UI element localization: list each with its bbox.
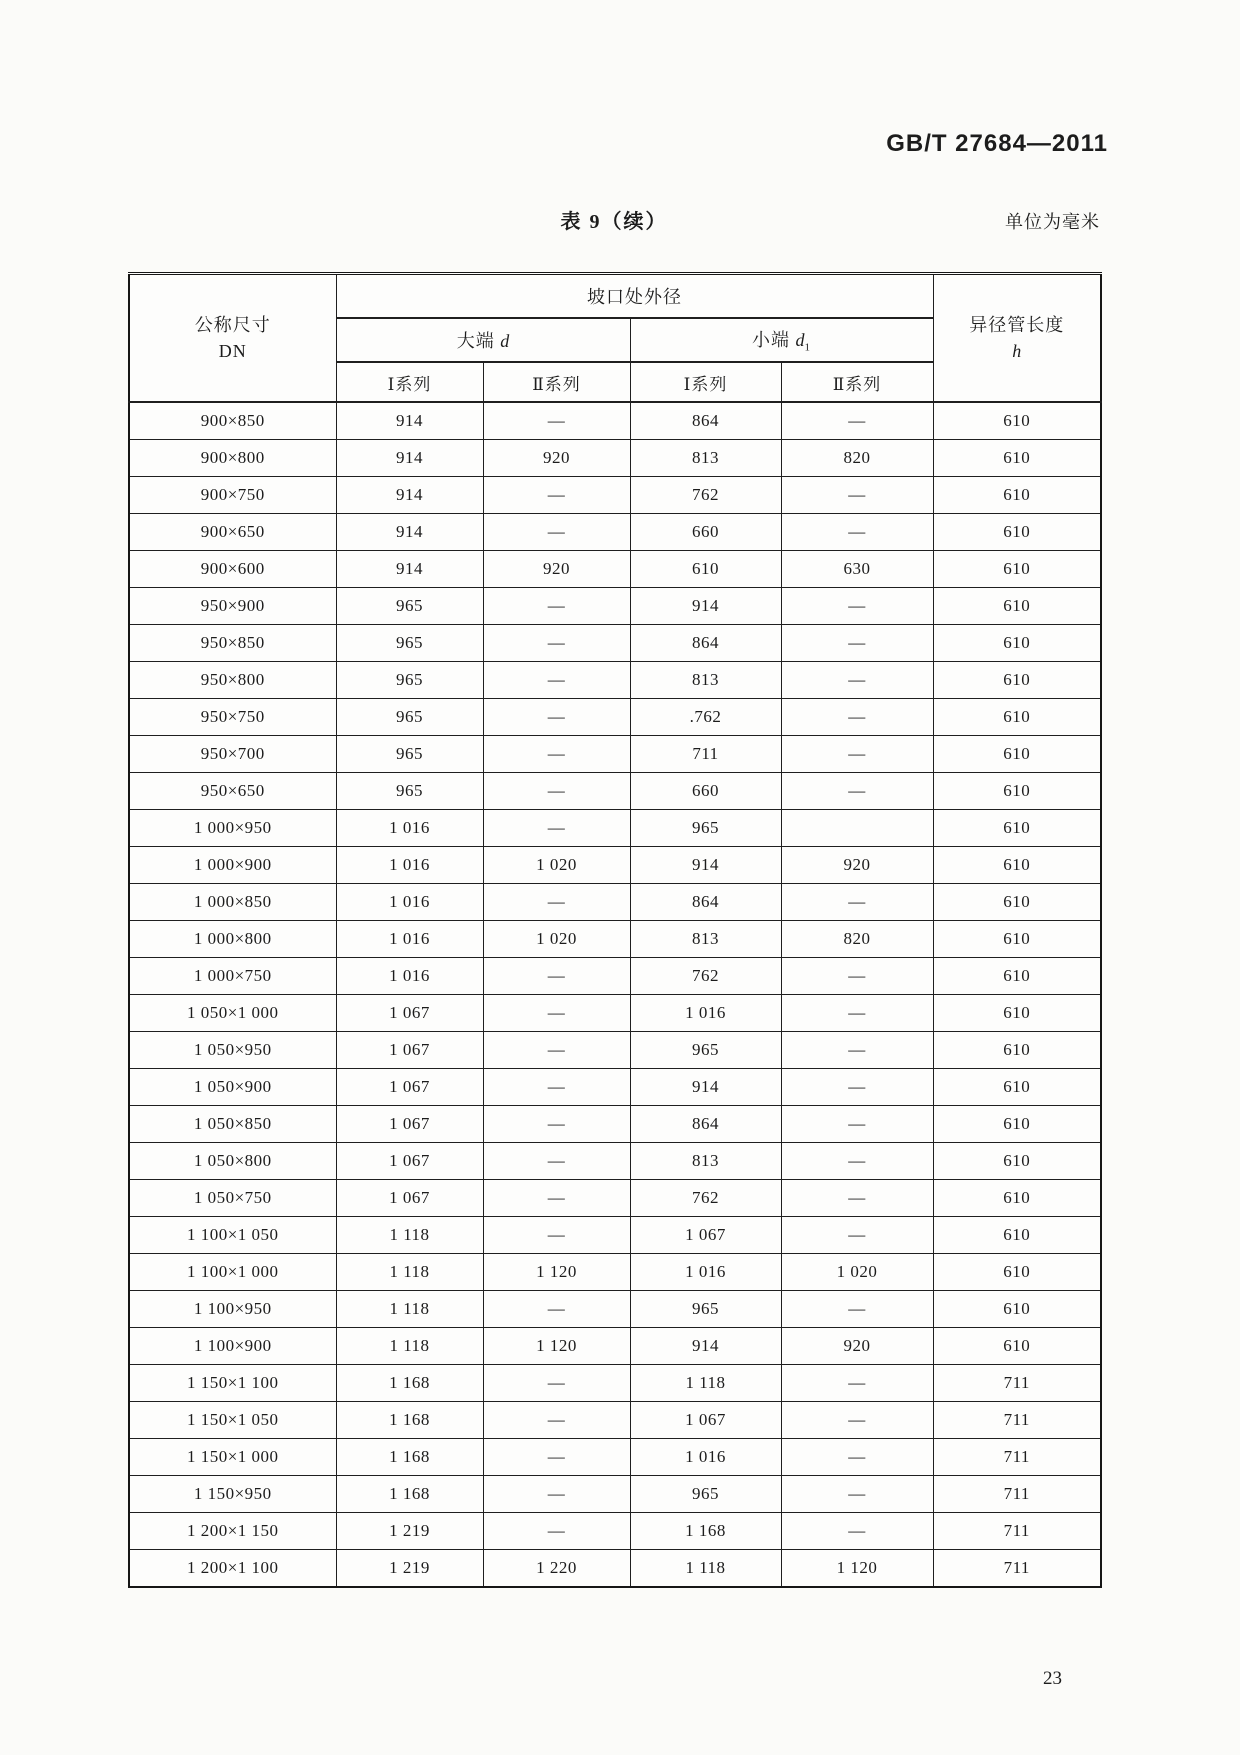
table-row: [129, 402, 1101, 440]
cell-d_series2: —: [483, 1180, 630, 1217]
cell-dn: 1 050×900: [129, 1069, 336, 1106]
cell-d1_series1: 813: [630, 921, 781, 958]
cell-dn: 1 050×1 000: [129, 995, 336, 1032]
cell-d_series2: —: [483, 1402, 630, 1439]
cell-h: 610: [933, 1143, 1101, 1180]
table-row: [129, 1069, 1101, 1106]
header-groove-od-group: 坡口处外径: [336, 274, 933, 319]
cell-dn: 1 000×800: [129, 921, 336, 958]
cell-d_series1: 965: [336, 588, 483, 625]
table-row: [129, 736, 1101, 773]
table-row: [129, 773, 1101, 810]
cell-d_series1: 1 118: [336, 1254, 483, 1291]
table-caption: 表 9（续）: [560, 211, 668, 233]
cell-d_series1: 1 016: [336, 847, 483, 884]
cell-d1_series1: 914: [630, 588, 781, 625]
cell-h: 711: [933, 1365, 1101, 1402]
cell-d_series2: —: [483, 662, 630, 699]
cell-d_series1: 1 168: [336, 1439, 483, 1476]
cell-h: 610: [933, 402, 1101, 440]
cell-d_series2: —: [483, 1291, 630, 1328]
cell-h: 711: [933, 1439, 1101, 1476]
header-small-end: [630, 318, 933, 362]
cell-d1_series2: [781, 810, 933, 847]
cell-d_series1: 914: [336, 514, 483, 551]
cell-d1_series2: —: [781, 402, 933, 440]
cell-d1_series1: 965: [630, 1032, 781, 1069]
cell-d1_series2: —: [781, 1180, 933, 1217]
cell-d1_series1: 864: [630, 884, 781, 921]
cell-dn: 950×900: [129, 588, 336, 625]
cell-d1_series2: —: [781, 514, 933, 551]
cell-d_series1: 1 067: [336, 1143, 483, 1180]
cell-h: 610: [933, 958, 1101, 995]
header-big-end: [336, 318, 630, 362]
table-row: [129, 1365, 1101, 1402]
table-row: [129, 1513, 1101, 1550]
cell-d_series1: 965: [336, 699, 483, 736]
cell-d_series1: 1 016: [336, 958, 483, 995]
cell-h: 610: [933, 847, 1101, 884]
cell-h: 610: [933, 699, 1101, 736]
cell-h: 610: [933, 1032, 1101, 1069]
cell-d_series2: 1 020: [483, 921, 630, 958]
standard-number: GB/T 27684—2011: [886, 130, 1108, 157]
cell-d_series1: 914: [336, 477, 483, 514]
cell-d1_series2: —: [781, 884, 933, 921]
cell-d1_series1: 1 016: [630, 1254, 781, 1291]
cell-dn: 1 150×1 050: [129, 1402, 336, 1439]
cell-d_series2: —: [483, 1217, 630, 1254]
cell-dn: 1 100×1 000: [129, 1254, 336, 1291]
header-series1-small-end: Ⅰ系列: [630, 362, 781, 402]
small-end-subscript: 1: [804, 341, 811, 354]
cell-d_series2: —: [483, 402, 630, 440]
cell-d_series1: 1 219: [336, 1550, 483, 1588]
table-row: [129, 588, 1101, 625]
cell-d_series2: —: [483, 1032, 630, 1069]
cell-d_series1: 1 168: [336, 1365, 483, 1402]
cell-d_series2: —: [483, 1143, 630, 1180]
table-row: [129, 995, 1101, 1032]
cell-d1_series2: —: [781, 1032, 933, 1069]
cell-h: 610: [933, 1328, 1101, 1365]
header-series2-big-end: Ⅱ系列: [483, 362, 630, 402]
cell-d1_series1: 660: [630, 514, 781, 551]
cell-h: 711: [933, 1402, 1101, 1439]
cell-dn: 1 200×1 150: [129, 1513, 336, 1550]
cell-dn: 1 100×1 050: [129, 1217, 336, 1254]
cell-d1_series1: 762: [630, 1180, 781, 1217]
table-row: [129, 1143, 1101, 1180]
cell-h: 610: [933, 736, 1101, 773]
cell-d1_series2: 630: [781, 551, 933, 588]
header-reducer-length: [933, 274, 1101, 403]
cell-dn: 950×850: [129, 625, 336, 662]
table-row: [129, 810, 1101, 847]
cell-d_series2: —: [483, 1106, 630, 1143]
cell-d1_series2: —: [781, 1513, 933, 1550]
cell-d_series1: 1 067: [336, 1069, 483, 1106]
cell-d1_series1: 813: [630, 662, 781, 699]
cell-d_series1: 1 016: [336, 884, 483, 921]
cell-d_series1: 965: [336, 773, 483, 810]
cell-d1_series1: 813: [630, 440, 781, 477]
cell-d1_series1: 864: [630, 625, 781, 662]
cell-d_series2: —: [483, 1476, 630, 1513]
units-note: 单位为毫米: [1005, 212, 1100, 232]
cell-h: 610: [933, 1180, 1101, 1217]
cell-d_series2: 1 220: [483, 1550, 630, 1588]
table-row: [129, 662, 1101, 699]
header-nominal-size-label: 公称尺寸: [194, 314, 271, 335]
cell-d_series2: —: [483, 773, 630, 810]
table-row: [129, 551, 1101, 588]
cell-d1_series2: —: [781, 1069, 933, 1106]
cell-h: 610: [933, 884, 1101, 921]
cell-h: 711: [933, 1550, 1101, 1588]
header-nominal-size-dn: DN: [218, 341, 247, 361]
cell-d1_series1: 610: [630, 551, 781, 588]
cell-dn: 1 150×950: [129, 1476, 336, 1513]
cell-d_series2: 1 120: [483, 1328, 630, 1365]
cell-d1_series1: 914: [630, 847, 781, 884]
cell-h: 610: [933, 921, 1101, 958]
cell-h: 610: [933, 440, 1101, 477]
cell-h: 610: [933, 662, 1101, 699]
cell-d1_series1: 1 067: [630, 1402, 781, 1439]
cell-d1_series2: —: [781, 1217, 933, 1254]
table-body: [129, 402, 1101, 1587]
cell-d1_series2: —: [781, 1106, 933, 1143]
table-row: [129, 625, 1101, 662]
big-end-label: 大端: [456, 331, 501, 351]
cell-d1_series1: 711: [630, 736, 781, 773]
cell-d_series1: 914: [336, 402, 483, 440]
header-series1-big-end: Ⅰ系列: [336, 362, 483, 402]
table-row: [129, 1439, 1101, 1476]
cell-dn: 950×650: [129, 773, 336, 810]
table-row: [129, 1328, 1101, 1365]
cell-d_series2: —: [483, 514, 630, 551]
cell-h: 610: [933, 588, 1101, 625]
cell-d_series2: 1 020: [483, 847, 630, 884]
page-number: 23: [1043, 1668, 1062, 1689]
cell-d_series1: 1 118: [336, 1291, 483, 1328]
table-row: [129, 1402, 1101, 1439]
cell-d1_series2: —: [781, 625, 933, 662]
cell-d_series1: 914: [336, 440, 483, 477]
cell-d1_series2: —: [781, 773, 933, 810]
cell-d1_series1: 1 016: [630, 1439, 781, 1476]
cell-d1_series2: —: [781, 1365, 933, 1402]
cell-d_series2: —: [483, 1069, 630, 1106]
cell-d_series2: —: [483, 1365, 630, 1402]
cell-dn: 1 100×950: [129, 1291, 336, 1328]
cell-d1_series1: 813: [630, 1143, 781, 1180]
cell-h: 610: [933, 625, 1101, 662]
cell-d_series2: —: [483, 588, 630, 625]
table-row: [129, 1106, 1101, 1143]
cell-dn: 900×850: [129, 402, 336, 440]
cell-h: 610: [933, 477, 1101, 514]
cell-dn: 900×650: [129, 514, 336, 551]
cell-d1_series1: 965: [630, 1476, 781, 1513]
cell-d_series1: 1 168: [336, 1402, 483, 1439]
cell-dn: 1 000×900: [129, 847, 336, 884]
cell-d1_series2: —: [781, 1143, 933, 1180]
cell-dn: 1 000×750: [129, 958, 336, 995]
cell-d1_series2: —: [781, 477, 933, 514]
table-row: [129, 699, 1101, 736]
cell-d_series1: 965: [336, 736, 483, 773]
cell-d1_series1: 1 168: [630, 1513, 781, 1550]
cell-d1_series1: 1 118: [630, 1550, 781, 1588]
cell-d1_series2: 1 120: [781, 1550, 933, 1588]
cell-dn: 1 050×950: [129, 1032, 336, 1069]
small-end-symbol: d: [795, 330, 805, 351]
header-nominal-size: [129, 274, 336, 403]
table-row: [129, 1550, 1101, 1588]
cell-d1_series1: 965: [630, 1291, 781, 1328]
cell-d_series2: —: [483, 699, 630, 736]
cell-d1_series2: —: [781, 995, 933, 1032]
cell-dn: 1 050×800: [129, 1143, 336, 1180]
cell-h: 610: [933, 1217, 1101, 1254]
cell-dn: 950×800: [129, 662, 336, 699]
cell-d1_series2: —: [781, 958, 933, 995]
table-row: [129, 1217, 1101, 1254]
cell-dn: 950×750: [129, 699, 336, 736]
cell-d_series1: 965: [336, 625, 483, 662]
cell-d1_series1: 762: [630, 477, 781, 514]
cell-d_series1: 1 016: [336, 921, 483, 958]
cell-d_series2: 920: [483, 551, 630, 588]
cell-d1_series2: 1 020: [781, 1254, 933, 1291]
cell-dn: 1 100×900: [129, 1328, 336, 1365]
cell-d1_series2: 820: [781, 440, 933, 477]
cell-d_series2: —: [483, 477, 630, 514]
cell-h: 610: [933, 514, 1101, 551]
cell-h: 610: [933, 1106, 1101, 1143]
table-row: [129, 1291, 1101, 1328]
table-row: [129, 1254, 1101, 1291]
cell-h: 610: [933, 551, 1101, 588]
cell-d_series1: 1 067: [336, 995, 483, 1032]
table-header: [129, 274, 1101, 403]
reducer-dimensions-table: [128, 272, 1102, 1588]
cell-d_series1: 1 219: [336, 1513, 483, 1550]
cell-d1_series1: 1 118: [630, 1365, 781, 1402]
cell-d_series1: 914: [336, 551, 483, 588]
cell-d_series1: 1 168: [336, 1476, 483, 1513]
cell-d1_series1: 914: [630, 1328, 781, 1365]
table-row: [129, 921, 1101, 958]
table-row: [129, 440, 1101, 477]
cell-h: 610: [933, 1069, 1101, 1106]
cell-d1_series2: —: [781, 1291, 933, 1328]
cell-d_series1: 1 067: [336, 1032, 483, 1069]
cell-dn: 900×750: [129, 477, 336, 514]
cell-dn: 1 000×850: [129, 884, 336, 921]
cell-dn: 950×700: [129, 736, 336, 773]
table-row: [129, 1032, 1101, 1069]
cell-d_series1: 1 067: [336, 1180, 483, 1217]
cell-d_series2: —: [483, 884, 630, 921]
cell-d1_series1: 1 067: [630, 1217, 781, 1254]
caption-line: [128, 205, 1100, 235]
cell-d_series2: 1 120: [483, 1254, 630, 1291]
cell-d1_series2: —: [781, 1402, 933, 1439]
cell-d1_series2: —: [781, 588, 933, 625]
header-reducer-length-label: 异径管长度: [969, 314, 1065, 335]
big-end-symbol: d: [500, 331, 510, 351]
cell-d_series2: 920: [483, 440, 630, 477]
cell-d_series1: 1 118: [336, 1217, 483, 1254]
table-row: [129, 958, 1101, 995]
cell-d1_series1: .762: [630, 699, 781, 736]
cell-d1_series2: —: [781, 662, 933, 699]
cell-dn: 1 050×750: [129, 1180, 336, 1217]
header-reducer-length-symbol: h: [1012, 341, 1022, 361]
cell-d_series2: —: [483, 1513, 630, 1550]
table-row: [129, 884, 1101, 921]
cell-dn: 1 150×1 000: [129, 1439, 336, 1476]
cell-d1_series1: 965: [630, 810, 781, 847]
cell-d_series1: 1 016: [336, 810, 483, 847]
cell-dn: 1 150×1 100: [129, 1365, 336, 1402]
cell-h: 610: [933, 1291, 1101, 1328]
cell-d_series2: —: [483, 625, 630, 662]
cell-h: 610: [933, 810, 1101, 847]
cell-d1_series2: —: [781, 1476, 933, 1513]
cell-d1_series2: —: [781, 699, 933, 736]
cell-d1_series1: 1 016: [630, 995, 781, 1032]
cell-d1_series2: 920: [781, 1328, 933, 1365]
cell-h: 711: [933, 1513, 1101, 1550]
cell-d_series2: —: [483, 1439, 630, 1476]
small-end-label: 小端: [752, 330, 796, 351]
cell-d1_series1: 762: [630, 958, 781, 995]
cell-d_series2: —: [483, 736, 630, 773]
table-row: [129, 1476, 1101, 1513]
cell-d1_series1: 914: [630, 1069, 781, 1106]
table-row: [129, 1180, 1101, 1217]
cell-dn: 900×600: [129, 551, 336, 588]
cell-d1_series2: —: [781, 1439, 933, 1476]
header-series2-small-end: Ⅱ系列: [781, 362, 933, 402]
cell-dn: 900×800: [129, 440, 336, 477]
cell-d_series1: 965: [336, 662, 483, 699]
cell-d1_series1: 864: [630, 1106, 781, 1143]
cell-h: 610: [933, 773, 1101, 810]
cell-d_series2: —: [483, 810, 630, 847]
cell-d1_series2: —: [781, 736, 933, 773]
cell-d_series1: 1 118: [336, 1328, 483, 1365]
cell-dn: 1 050×850: [129, 1106, 336, 1143]
table-row: [129, 847, 1101, 884]
cell-dn: 1 000×950: [129, 810, 336, 847]
cell-h: 711: [933, 1476, 1101, 1513]
cell-d1_series1: 660: [630, 773, 781, 810]
table-row: [129, 477, 1101, 514]
cell-d1_series2: 920: [781, 847, 933, 884]
cell-d_series2: —: [483, 958, 630, 995]
table-row: [129, 514, 1101, 551]
cell-h: 610: [933, 1254, 1101, 1291]
cell-h: 610: [933, 995, 1101, 1032]
cell-d_series1: 1 067: [336, 1106, 483, 1143]
cell-dn: 1 200×1 100: [129, 1550, 336, 1588]
cell-d1_series2: 820: [781, 921, 933, 958]
cell-d_series2: —: [483, 995, 630, 1032]
cell-d1_series1: 864: [630, 402, 781, 440]
